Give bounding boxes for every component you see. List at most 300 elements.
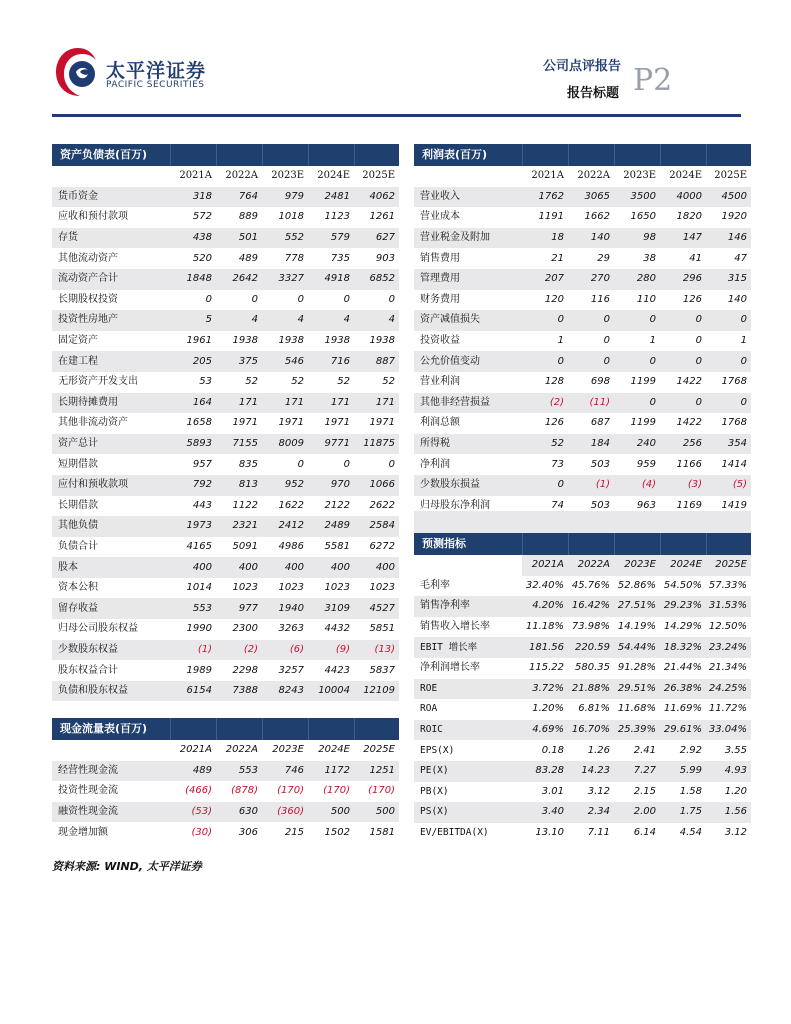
table-row [414,310,751,331]
table-row [52,207,399,228]
table-cell: 98 [614,228,660,249]
table-cell: 552 [262,228,308,249]
table-cell: 2622 [369,499,395,511]
table-cell: 215 [284,826,304,838]
table-cell: 7388 [216,681,262,702]
table-cell: 735 [330,252,350,264]
table-row [52,228,399,249]
table-cell: (2) [522,393,568,414]
table-cell: 3500 [614,187,660,208]
year-header: 2024E [660,555,706,576]
table-cell: 1581 [369,826,395,838]
table-cell: 716 [308,351,354,372]
year-header: 2022A [577,170,610,182]
table-cell: 1422 [676,376,702,388]
table-cell: 627 [354,228,399,249]
pacific-logo-icon [52,44,104,100]
table-cell: 45.76% [571,579,610,591]
table-cell: 4 [262,310,308,331]
table-cell: 443 [192,499,212,511]
table-cell: 1.20% [532,703,564,715]
year-header: 2022A [225,744,258,756]
table-cell: 53 [199,376,212,388]
table-cell: 4432 [324,623,350,635]
table-cell: 3257 [278,664,304,676]
table-cell: 171 [308,393,354,414]
table-cell: 41 [689,252,702,264]
table-cell: 23.24% [706,637,751,658]
table-cell: 5.99 [660,761,706,782]
table-row [52,310,399,331]
table-cell: 240 [614,434,660,455]
table-cell: 11.68% [617,703,656,715]
table-cell: 0 [568,351,614,372]
table-cell: 2298 [232,664,258,676]
table-row [414,761,751,782]
table-header-empty [414,555,522,576]
year-header: 2023E [271,170,304,182]
table-cell: 2.41 [633,744,656,756]
table-cell: 4527 [354,598,399,619]
table-cell: 887 [354,351,399,372]
table-cell: 400 [354,557,399,578]
table-cell: 963 [636,499,656,511]
table-cell: 1920 [721,211,747,223]
table-cell: 2.92 [679,744,702,756]
table-cell: 128 [544,376,564,388]
table-row [414,393,751,414]
table-row [52,351,399,372]
table-cell: 29.51% [614,679,660,700]
table-cell: 220.59 [568,637,614,658]
table-row [52,761,399,782]
table-cell: (5) [706,475,751,496]
table-cell: 1961 [186,335,212,347]
row-label: EV/EBITDA(X) [420,827,489,839]
year-header: 2024E [318,744,350,756]
table-cell: 698 [590,376,610,388]
table-cell: 1191 [538,211,564,223]
table-cell: 1199 [630,417,656,429]
table-cell: 1.56 [706,802,751,823]
table-cell: 5 [170,310,216,331]
table-cell: 438 [170,228,216,249]
table-cell: 2.00 [614,802,660,823]
table-cell: 1066 [354,475,399,496]
table-cell: 1023 [278,582,304,594]
table-cell: 6.81% [578,703,610,715]
table-cell: 1971 [232,417,258,429]
table-row [52,640,399,661]
table-cell: 2489 [308,516,354,537]
table-cell: 1971 [324,417,350,429]
table-cell: 0 [660,393,706,414]
table-row [52,372,399,393]
table-cell: 1938 [232,335,258,347]
table-cell: 0.18 [541,744,564,756]
table-cell: 1172 [308,761,354,782]
table-cell: 5893 [170,434,216,455]
table-cell: 0 [205,293,212,305]
row-label: 财务费用 [420,293,460,305]
row-label: 长期待摊费用 [52,393,170,414]
table-row [414,434,751,455]
row-label: 少数股东损益 [414,475,522,496]
year-header: 2021A [522,555,568,576]
logo-company-name: 太平洋证券 [106,60,207,82]
income-statement-panel [414,144,751,516]
row-label: 融资性现金流 [52,802,170,823]
table-cell: 110 [636,293,656,305]
table-cell: 1419 [721,499,747,511]
table-cell: 952 [262,475,308,496]
table-row [52,802,399,823]
row-label: 流动资产合计 [52,269,170,290]
row-label: PS(X) [414,802,522,823]
table-cell: 171 [354,393,399,414]
table-cell: 0 [706,351,751,372]
table-cell: 0 [695,335,702,347]
row-label: 投资收益 [420,335,460,347]
year-header: 2025E [706,555,751,576]
table-cell: 16.42% [568,596,614,617]
table-cell: 977 [216,598,262,619]
row-label: 资本公积 [58,582,98,594]
table-cell: 140 [568,228,614,249]
cash-flow-table [52,740,399,843]
row-label: 货币资金 [52,187,170,208]
row-label: 公允价值变动 [414,351,522,372]
table-cell: 1622 [278,499,304,511]
row-label: 股本 [52,557,170,578]
table-cell: 126 [682,293,702,305]
table-cell: 146 [706,228,751,249]
table-cell: (170) [277,785,304,797]
row-label: 投资性现金流 [58,785,118,797]
table-cell: 4.69% [522,720,568,741]
row-label: 营业税金及附加 [414,228,522,249]
year-header: 2023E [272,744,304,756]
table-cell: 4500 [706,187,751,208]
table-cell: 126 [544,417,564,429]
table-cell: 2.15 [633,785,656,797]
table-cell: 11.18% [525,621,564,633]
table-cell: 29.61% [660,720,706,741]
table-cell: 7155 [216,434,262,455]
table-cell: 1.75 [660,802,706,823]
table-cell: 24.25% [706,679,751,700]
table-cell: 18.32% [660,637,706,658]
table-cell: 6154 [170,681,216,702]
table-cell: 11.72% [708,703,747,715]
table-cell: 14.29% [663,621,702,633]
table-cell: (53) [170,802,216,823]
table-cell: 21.88% [568,679,614,700]
table-cell: 11875 [354,434,399,455]
table-cell: 630 [216,802,262,823]
table-row [414,413,751,434]
row-label: 销售收入增长率 [420,621,490,633]
table-row [414,782,751,803]
table-cell: (1) [568,475,614,496]
report-title: 报告标题 [566,86,619,101]
table-cell: (6) [262,640,308,661]
table-cell: 14.19% [617,621,656,633]
table-cell: 91.28% [617,662,656,674]
table-cell: 1122 [232,499,258,511]
table-row [52,598,399,619]
table-row [52,331,399,352]
table-cell: 52 [337,376,350,388]
table-row [52,454,399,475]
table-cell: 0 [614,310,660,331]
table-row [414,637,751,658]
table-cell: 3.12 [587,785,610,797]
table-cell: 52 [291,376,304,388]
table-cell: 29.23% [660,596,706,617]
row-label: 股东权益合计 [58,664,118,676]
row-label: ROA [420,703,438,715]
row-label: 投资性房地产 [52,310,170,331]
table-cell: 57.33% [708,579,747,591]
table-cell: 0 [522,475,568,496]
table-cell: 1502 [324,826,350,838]
year-header: 2022A [568,555,614,576]
table-row [52,413,399,434]
row-label: 长期股权投资 [58,293,118,305]
table-cell: 580.35 [575,662,610,674]
spacer-band [414,511,751,533]
table-cell: 0 [660,351,706,372]
table-cell: 1938 [324,335,350,347]
table-row [414,475,751,496]
row-label: 营业收入 [414,187,522,208]
row-label: 毛利率 [420,579,450,591]
row-label: 应付和预收款项 [52,475,170,496]
table-cell: 1261 [369,211,395,223]
header-rule [52,114,741,117]
row-label: 长期借款 [58,499,98,511]
table-cell: 54.44% [614,637,660,658]
income-statement-title: 利润表(百万) [422,148,488,161]
table-cell: 400 [170,557,216,578]
table-cell: 171 [262,393,308,414]
table-cell: 503 [590,499,610,511]
table-cell: 32.40% [525,579,564,591]
table-cell: 115.22 [529,662,564,674]
table-cell: 400 [216,557,262,578]
row-label: 固定资产 [58,335,98,347]
table-cell: 25.39% [614,720,660,741]
table-row [414,187,751,208]
table-row [52,822,399,843]
balance-sheet-table [52,166,399,701]
table-row [52,496,399,517]
table-cell: 903 [375,252,395,264]
table-row [414,454,751,475]
table-cell: 2122 [324,499,350,511]
forecast-table [414,555,751,843]
table-cell: (360) [262,802,308,823]
table-cell: 140 [727,293,747,305]
table-cell: 746 [262,761,308,782]
table-cell: 54.50% [663,579,702,591]
table-cell: 4000 [660,187,706,208]
table-header-empty [52,166,170,187]
row-label: 现金增加额 [58,826,108,838]
table-cell: 792 [170,475,216,496]
table-cell: 1023 [369,582,395,594]
row-label: 资产减值损失 [414,310,522,331]
table-row [52,681,399,702]
table-cell: 52 [382,376,395,388]
year-header: 2021A [531,170,564,182]
table-cell: 1.26 [587,744,610,756]
table-cell: 6272 [369,540,395,552]
row-label: 净利润 [420,458,450,470]
table-cell: 5837 [369,664,395,676]
table-cell: 2300 [232,623,258,635]
row-label: 资产总计 [52,434,170,455]
table-row [52,187,399,208]
cash-flow-panel [52,718,399,843]
year-header: 2024E [317,170,350,182]
table-cell: 73 [551,458,564,470]
row-label: 所得税 [414,434,522,455]
table-cell: 1 [740,335,747,347]
row-label: ROE [414,679,522,700]
table-cell: 10004 [308,681,354,702]
table-cell: 0 [251,293,258,305]
forecast-panel [414,533,751,843]
table-cell: 0 [603,335,610,347]
table-row [52,290,399,311]
table-row [414,699,751,720]
table-header-row [52,166,399,187]
table-cell: 1 [557,335,564,347]
table-row [52,393,399,414]
table-cell: 21.34% [708,662,747,674]
table-cell: 2.34 [568,802,614,823]
table-cell: 0 [297,293,304,305]
table-cell: 26.38% [660,679,706,700]
table-cell: 29 [597,252,610,264]
table-cell: 0 [343,458,350,470]
table-cell: 503 [590,458,610,470]
table-cell: 171 [216,393,262,414]
row-label: EBIT 增长率 [414,637,522,658]
table-cell: 500 [354,802,399,823]
row-label: 负债合计 [58,540,98,552]
table-cell: 813 [216,475,262,496]
table-cell: 1662 [584,211,610,223]
table-cell: 256 [660,434,706,455]
table-cell: 0 [388,458,395,470]
table-cell: (30) [191,826,212,838]
table-cell: 3109 [308,598,354,619]
table-cell: 1166 [676,458,702,470]
balance-sheet-panel [52,144,399,701]
table-cell: 1014 [186,582,212,594]
table-cell: 83.28 [522,761,568,782]
table-cell: 0 [297,458,304,470]
row-label: 少数股东权益 [52,640,170,661]
table-cell: 764 [216,187,262,208]
balance-sheet-title-bar [52,144,399,166]
table-cell: 2481 [308,187,354,208]
table-row [414,248,751,269]
year-header: 2021A [179,744,212,756]
row-label: 净利润增长率 [420,662,480,674]
table-cell: 318 [170,187,216,208]
table-cell: 375 [216,351,262,372]
table-cell: 280 [614,269,660,290]
table-cell: 1.58 [679,785,702,797]
row-label: PE(X) [414,761,522,782]
year-header: 2021A [179,170,212,182]
table-cell: 553 [170,598,216,619]
table-row [52,578,399,599]
row-label: 销售净利率 [414,596,522,617]
table-cell: (2) [216,640,262,661]
table-cell: 181.56 [522,637,568,658]
table-cell: 120 [544,293,564,305]
table-cell: 3.40 [522,802,568,823]
table-cell: 354 [706,434,751,455]
row-label: 其他流动资产 [58,252,118,264]
table-row [414,720,751,741]
table-row [414,228,751,249]
table-cell: 2321 [216,516,262,537]
table-cell: 31.53% [706,596,751,617]
table-cell: (9) [308,640,354,661]
table-cell: 16.70% [568,720,614,741]
table-cell: 520 [192,252,212,264]
table-cell: 3.01 [541,785,564,797]
table-cell: 1251 [354,761,399,782]
row-label: 在建工程 [52,351,170,372]
table-cell: 778 [284,252,304,264]
table-cell: 0 [614,393,660,414]
table-cell: 3.72% [522,679,568,700]
row-label: 其他非经营损益 [414,393,522,414]
table-cell: 52 [522,434,568,455]
table-cell: 400 [262,557,308,578]
table-cell: 4986 [278,540,304,552]
table-row [414,596,751,617]
table-cell: 546 [262,351,308,372]
table-cell: 1.20 [724,785,747,797]
row-label: ROIC [414,720,522,741]
table-cell: 18 [522,228,568,249]
table-cell: 207 [522,269,568,290]
table-row [414,576,751,597]
table-cell: 306 [238,826,258,838]
table-row [52,475,399,496]
table-cell: 13.10 [535,827,564,839]
table-cell: 1971 [278,417,304,429]
table-cell: 1169 [676,499,702,511]
table-cell: (878) [231,785,258,797]
page-number: P2 [633,63,673,98]
table-cell: 4062 [354,187,399,208]
table-cell: 0 [614,351,660,372]
table-cell: 14.23 [568,761,614,782]
table-cell: 9771 [308,434,354,455]
forecast-title: 预测指标 [422,537,466,550]
table-cell: 835 [238,458,258,470]
table-cell: 0 [660,310,706,331]
